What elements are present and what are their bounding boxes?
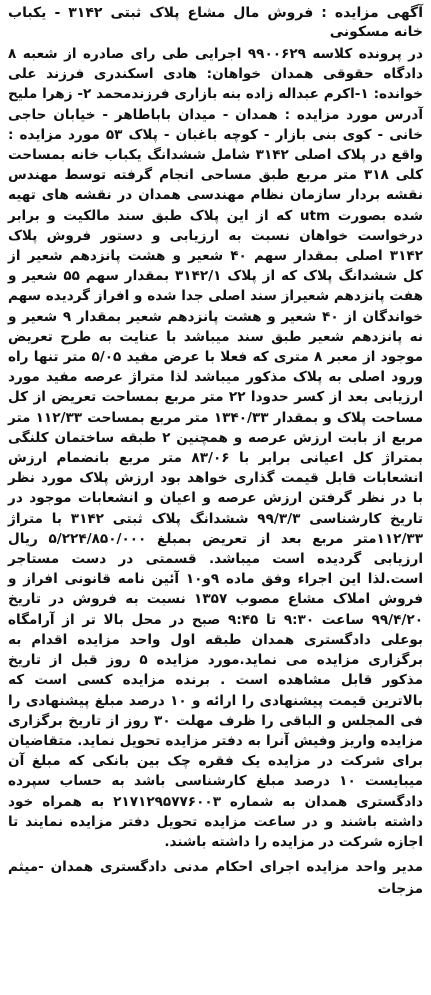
notice-body: در پرونده کلاسه ۹۹۰۰۶۲۹ اجرایی طی رای صادره از شعبه ۸ دادگاه حقوقی همدان خواهان: هادی اسکندری فرزند علی خوانده: ۱-اکرم عبداله زاده بنه بازاری فرزندمحمد ۲- زهرا ملیح آدرس مورد مزایده : همدان - میدان باباطاهر - خیابان حاجی خانی - کوی بنی بازار - کوچه باغبان - پلاک ۵۳ مورد مزایده : واقع در پلاک اصلی ۳۱۴۲ شامل ششدانگ یکباب خانه بمساحت کلی ۳۱۸ متر مربع طبق مساحی انجام گرفته توسط مهندس نقشه بردار سازمان نظام مهندسی همدان در نقشه های تهیه شده بصورت utm که از این پلاک طبق سند مالکیت و برابر درخواست خواهان نسبت به ارزیابی و دستور فروش پلاک ۳۱۴۲ اصلی بمقدار سهم ۴۰ شعیر و هشت پانزدهم شعیر از کل ششدانگ پلاک که از پلاک ۳۱۴۲/۱ بمقدار سهم ۵۵ شعیر و هفت پانزدهم شعیراز سند اصلی جدا شده و افراز گردیده سهم خواندگان از ۴۰ شعیر و هشت پانزدهم شعیر بمقدار ۹ شعیر و نه پانزدهم شعیر طبق سند میباشد با عنایت به طرح تعریض موجود از معبر ۸ متری که فعلا با عرض مفید ۵/۰۵ متر تنها راه ورود اصلی به پلاک مذکور میباشد لذا متراژ عرصه مفید مورد ارزیابی بعد از کسر حدودا ۲۲ متر مربع بمساحت تعریض از کل مساحت پلاک و بمقدار ۱۳۴۰/۳۳ متر مربع بمساحت ۱۱۲/۳۳ متر مربع از بابت ارزش عرصه و همچنین ۲ طبقه ساختمان کلنگی بمتراژ کل اعیانی برابر با ۸۳/۰۶ متر مربع بانضمام ارزش انشعابات قابل قیمت گذاری خواهد بود ارزش پلاک مورد نظر با در نظر گرفتن ارزش عرصه و اعیان و انشعابات موجود در تاریخ کارشناسی ۹۹/۳/۳ ششدانگ پلاک ثبتی ۳۱۴۲ با متراژ ۱۱۲/۳۳متر مربع بعد از تعریض بمبلغ ۵/۲۲۴/۸۵۰/۰۰۰ ریال ارزیابی گردیده است میباشد. قسمتی در دست مستاجر است.لذا این اجراء وفق ماده ۹و۱۰ آئین نامه قانونی افراز و فروش املاک مشاع مصوب ۱۳۵۷ نسبت به فروش در تاریخ ۹۹/۴/۲۰ ساعت ۹:۳۰ تا ۹:۴۵ صبح در محل بالا تر از آرامگاه بوعلی دادگستری همدان طبقه اول واحد مزایده اقدام به برگزاری مزایده می نماید.مورد مزایده ۵ روز قبل از تاریخ مذکور قابل مشاهده است . برنده مزایده کسی است که بالاترین قیمت پیشنهادی را ارائه و ۱۰ درصد مبلغ پیشنهادی را فی المجلس و الباقی را ظرف مهلت ۳۰ روز از تاریخ برگزاری مزایده واریز وفیش آنرا به دفتر مزایده تحویل نماید. متقاضیان برای شرکت در مزایده یک فقره چک بین بانکی که مبلغ آن میبایست ۱۰ درصد مبلغ کارشناسی باشد به حساب سپرده دادگستری همدان به شماره ۲۱۷۱۲۹۵۷۷۶۰۰۳ به همراه خود داشته باشند و در ساعت مزایده تحویل دفتر مزایده نمایند تا اجازه شرکت در مزایده را داشته باشند. — [8, 46, 424, 850]
notice-signature: مدیر واحد مزایده اجرای احکام مدنی دادگستری همدان -میثم مزجات — [8, 859, 423, 898]
notice-title: آگهی مزایده : فروش مال مشاع پلاک ثبتی ۳۱۴۲ - یکباب خانه مسکونی — [8, 5, 424, 40]
